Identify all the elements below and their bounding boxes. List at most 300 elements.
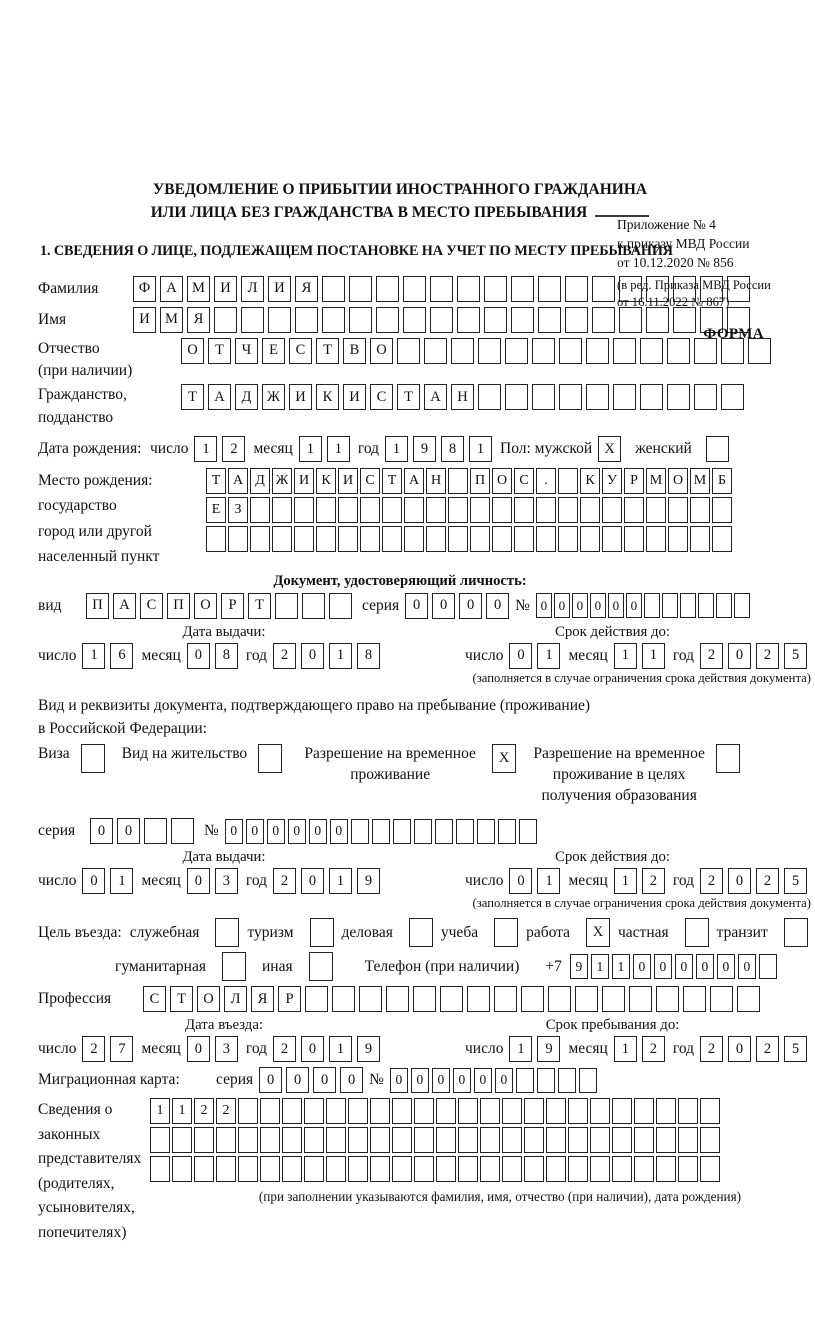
char-cell[interactable]: 0 — [187, 1036, 210, 1062]
char-cell[interactable] — [706, 436, 729, 462]
char-cell[interactable] — [250, 497, 270, 523]
char-cell[interactable] — [721, 384, 744, 410]
char-cell[interactable] — [260, 1156, 280, 1182]
char-cell[interactable] — [662, 593, 678, 618]
char-cell[interactable]: Я — [187, 307, 210, 333]
char-cell[interactable] — [698, 593, 714, 618]
char-cell[interactable]: 0 — [117, 818, 140, 844]
char-cell[interactable] — [436, 1156, 456, 1182]
char-cell[interactable] — [448, 526, 468, 552]
char-cell[interactable]: Б — [712, 468, 732, 494]
char-cell[interactable] — [558, 497, 578, 523]
char-cell[interactable]: 0 — [390, 1068, 408, 1093]
char-cell[interactable] — [348, 1098, 368, 1124]
char-cell[interactable]: 0 — [301, 643, 324, 669]
char-cell[interactable] — [376, 276, 399, 302]
char-cell[interactable]: 0 — [187, 643, 210, 669]
char-cell[interactable] — [580, 526, 600, 552]
char-cell[interactable] — [700, 1127, 720, 1153]
char-cell[interactable]: Д — [250, 468, 270, 494]
char-cell[interactable] — [228, 526, 248, 552]
char-cell[interactable]: О — [370, 338, 393, 364]
char-cell[interactable]: 2 — [222, 436, 245, 462]
char-cell[interactable]: 0 — [696, 954, 714, 979]
char-cell[interactable]: . — [536, 468, 556, 494]
char-cell[interactable]: М — [187, 276, 210, 302]
char-cell[interactable] — [634, 1156, 654, 1182]
char-cell[interactable] — [403, 276, 426, 302]
char-cell[interactable] — [435, 819, 453, 844]
char-cell[interactable] — [646, 497, 666, 523]
char-cell[interactable]: 0 — [633, 954, 651, 979]
char-cell[interactable] — [538, 307, 561, 333]
char-cell[interactable] — [309, 952, 333, 981]
char-cell[interactable]: К — [316, 468, 336, 494]
char-cell[interactable] — [532, 384, 555, 410]
char-cell[interactable] — [524, 1127, 544, 1153]
char-cell[interactable]: Е — [262, 338, 285, 364]
char-cell[interactable]: 2 — [642, 868, 665, 894]
char-cell[interactable] — [172, 1156, 192, 1182]
char-cell[interactable] — [537, 1068, 555, 1093]
char-cell[interactable]: С — [360, 468, 380, 494]
char-cell[interactable]: 2 — [642, 1036, 665, 1062]
char-cell[interactable]: 2 — [700, 868, 723, 894]
char-cell[interactable] — [612, 1098, 632, 1124]
char-cell[interactable] — [646, 526, 666, 552]
char-cell[interactable]: Т — [397, 384, 420, 410]
char-cell[interactable] — [492, 497, 512, 523]
char-cell[interactable]: Т — [208, 338, 231, 364]
char-cell[interactable]: 5 — [784, 643, 807, 669]
char-cell[interactable]: 5 — [784, 868, 807, 894]
char-cell[interactable]: X — [586, 918, 610, 947]
char-cell[interactable]: 1 — [110, 868, 133, 894]
char-cell[interactable]: Т — [181, 384, 204, 410]
char-cell[interactable]: 1 — [82, 643, 105, 669]
char-cell[interactable] — [656, 1098, 676, 1124]
char-cell[interactable]: У — [602, 468, 622, 494]
char-cell[interactable] — [238, 1127, 258, 1153]
char-cell[interactable] — [241, 307, 264, 333]
char-cell[interactable]: 0 — [509, 868, 532, 894]
char-cell[interactable] — [409, 918, 433, 947]
char-cell[interactable] — [430, 276, 453, 302]
char-cell[interactable] — [565, 307, 588, 333]
char-cell[interactable]: Ж — [262, 384, 285, 410]
char-cell[interactable] — [326, 1156, 346, 1182]
char-cell[interactable] — [612, 1127, 632, 1153]
char-cell[interactable] — [470, 497, 490, 523]
char-cell[interactable] — [329, 593, 352, 619]
char-cell[interactable] — [624, 526, 644, 552]
char-cell[interactable]: 9 — [570, 954, 588, 979]
char-cell[interactable]: 0 — [728, 868, 751, 894]
char-cell[interactable]: 0 — [90, 818, 113, 844]
char-cell[interactable] — [536, 526, 556, 552]
char-cell[interactable] — [516, 1068, 534, 1093]
char-cell[interactable] — [393, 819, 411, 844]
char-cell[interactable]: 2 — [273, 1036, 296, 1062]
char-cell[interactable] — [656, 986, 679, 1012]
char-cell[interactable] — [700, 1156, 720, 1182]
char-cell[interactable] — [524, 1156, 544, 1182]
char-cell[interactable]: 0 — [405, 593, 428, 619]
char-cell[interactable] — [295, 307, 318, 333]
char-cell[interactable]: И — [294, 468, 314, 494]
char-cell[interactable] — [215, 918, 239, 947]
char-cell[interactable] — [144, 818, 167, 844]
char-cell[interactable] — [480, 1156, 500, 1182]
char-cell[interactable] — [667, 384, 690, 410]
char-cell[interactable] — [514, 497, 534, 523]
char-cell[interactable]: 0 — [432, 1068, 450, 1093]
char-cell[interactable] — [478, 338, 501, 364]
char-cell[interactable] — [467, 986, 490, 1012]
char-cell[interactable] — [349, 307, 372, 333]
char-cell[interactable] — [558, 526, 578, 552]
char-cell[interactable]: 3 — [215, 1036, 238, 1062]
char-cell[interactable]: 2 — [194, 1098, 214, 1124]
char-cell[interactable]: 0 — [267, 819, 285, 844]
char-cell[interactable] — [238, 1098, 258, 1124]
char-cell[interactable] — [492, 526, 512, 552]
char-cell[interactable] — [171, 818, 194, 844]
char-cell[interactable] — [759, 954, 777, 979]
char-cell[interactable]: X — [492, 744, 516, 773]
char-cell[interactable] — [359, 986, 382, 1012]
char-cell[interactable]: 1 — [612, 954, 630, 979]
char-cell[interactable] — [494, 918, 518, 947]
char-cell[interactable] — [524, 1098, 544, 1124]
char-cell[interactable] — [272, 526, 292, 552]
char-cell[interactable] — [448, 468, 468, 494]
char-cell[interactable]: 1 — [194, 436, 217, 462]
char-cell[interactable] — [150, 1156, 170, 1182]
char-cell[interactable] — [546, 1127, 566, 1153]
char-cell[interactable]: 1 — [329, 1036, 352, 1062]
char-cell[interactable]: Т — [382, 468, 402, 494]
char-cell[interactable] — [216, 1127, 236, 1153]
char-cell[interactable] — [376, 307, 399, 333]
char-cell[interactable]: 1 — [172, 1098, 192, 1124]
char-cell[interactable]: К — [316, 384, 339, 410]
char-cell[interactable] — [214, 307, 237, 333]
char-cell[interactable]: 0 — [411, 1068, 429, 1093]
char-cell[interactable]: Р — [221, 593, 244, 619]
char-cell[interactable] — [172, 1127, 192, 1153]
char-cell[interactable]: 0 — [286, 1067, 309, 1093]
char-cell[interactable]: 1 — [329, 643, 352, 669]
char-cell[interactable]: 0 — [486, 593, 509, 619]
char-cell[interactable]: Т — [170, 986, 193, 1012]
char-cell[interactable]: П — [86, 593, 109, 619]
char-cell[interactable] — [370, 1156, 390, 1182]
char-cell[interactable]: 0 — [554, 593, 570, 618]
char-cell[interactable] — [392, 1156, 412, 1182]
char-cell[interactable] — [640, 338, 663, 364]
char-cell[interactable] — [348, 1156, 368, 1182]
char-cell[interactable] — [360, 526, 380, 552]
char-cell[interactable] — [258, 744, 282, 773]
char-cell[interactable] — [332, 986, 355, 1012]
char-cell[interactable]: 0 — [301, 1036, 324, 1062]
char-cell[interactable] — [590, 1127, 610, 1153]
char-cell[interactable]: 2 — [700, 1036, 723, 1062]
char-cell[interactable] — [326, 1098, 346, 1124]
char-cell[interactable]: 2 — [82, 1036, 105, 1062]
char-cell[interactable]: 0 — [509, 643, 532, 669]
char-cell[interactable]: С — [514, 468, 534, 494]
char-cell[interactable]: С — [289, 338, 312, 364]
char-cell[interactable] — [275, 593, 298, 619]
char-cell[interactable] — [457, 276, 480, 302]
char-cell[interactable]: И — [133, 307, 156, 333]
char-cell[interactable]: Ж — [272, 468, 292, 494]
char-cell[interactable]: Т — [248, 593, 271, 619]
char-cell[interactable] — [683, 986, 706, 1012]
char-cell[interactable] — [222, 952, 246, 981]
char-cell[interactable] — [458, 1156, 478, 1182]
char-cell[interactable] — [498, 819, 516, 844]
char-cell[interactable]: А — [424, 384, 447, 410]
char-cell[interactable]: 0 — [330, 819, 348, 844]
char-cell[interactable] — [426, 526, 446, 552]
char-cell[interactable]: 0 — [453, 1068, 471, 1093]
char-cell[interactable] — [305, 986, 328, 1012]
char-cell[interactable] — [559, 384, 582, 410]
char-cell[interactable] — [322, 276, 345, 302]
char-cell[interactable]: 0 — [654, 954, 672, 979]
char-cell[interactable] — [338, 526, 358, 552]
char-cell[interactable] — [316, 497, 336, 523]
char-cell[interactable] — [260, 1098, 280, 1124]
char-cell[interactable] — [678, 1127, 698, 1153]
char-cell[interactable]: 1 — [469, 436, 492, 462]
char-cell[interactable]: 0 — [590, 593, 606, 618]
char-cell[interactable] — [558, 1068, 576, 1093]
char-cell[interactable]: 2 — [700, 643, 723, 669]
char-cell[interactable]: Т — [206, 468, 226, 494]
char-cell[interactable] — [349, 276, 372, 302]
char-cell[interactable]: Н — [451, 384, 474, 410]
char-cell[interactable] — [238, 1156, 258, 1182]
char-cell[interactable]: 0 — [340, 1067, 363, 1093]
char-cell[interactable] — [640, 384, 663, 410]
char-cell[interactable] — [414, 1127, 434, 1153]
char-cell[interactable]: М — [160, 307, 183, 333]
char-cell[interactable]: И — [343, 384, 366, 410]
char-cell[interactable] — [304, 1156, 324, 1182]
char-cell[interactable]: 2 — [273, 868, 296, 894]
char-cell[interactable] — [436, 1127, 456, 1153]
char-cell[interactable] — [316, 526, 336, 552]
char-cell[interactable]: 1 — [299, 436, 322, 462]
char-cell[interactable]: 3 — [215, 868, 238, 894]
char-cell[interactable]: 8 — [441, 436, 464, 462]
char-cell[interactable]: 0 — [717, 954, 735, 979]
char-cell[interactable]: 0 — [728, 643, 751, 669]
char-cell[interactable] — [386, 986, 409, 1012]
char-cell[interactable] — [624, 497, 644, 523]
char-cell[interactable] — [477, 819, 495, 844]
char-cell[interactable]: 2 — [216, 1098, 236, 1124]
char-cell[interactable]: 1 — [591, 954, 609, 979]
char-cell[interactable]: С — [370, 384, 393, 410]
char-cell[interactable]: А — [228, 468, 248, 494]
char-cell[interactable] — [712, 497, 732, 523]
char-cell[interactable] — [392, 1127, 412, 1153]
char-cell[interactable] — [436, 1098, 456, 1124]
char-cell[interactable] — [480, 1127, 500, 1153]
char-cell[interactable] — [502, 1156, 522, 1182]
char-cell[interactable] — [478, 384, 501, 410]
char-cell[interactable]: 1 — [327, 436, 350, 462]
char-cell[interactable] — [502, 1098, 522, 1124]
char-cell[interactable]: 0 — [474, 1068, 492, 1093]
char-cell[interactable] — [565, 276, 588, 302]
char-cell[interactable] — [470, 526, 490, 552]
char-cell[interactable] — [546, 1098, 566, 1124]
char-cell[interactable] — [586, 338, 609, 364]
char-cell[interactable] — [294, 497, 314, 523]
char-cell[interactable]: Т — [316, 338, 339, 364]
char-cell[interactable] — [404, 497, 424, 523]
char-cell[interactable]: 0 — [288, 819, 306, 844]
char-cell[interactable]: 0 — [728, 1036, 751, 1062]
char-cell[interactable]: 0 — [536, 593, 552, 618]
char-cell[interactable] — [519, 819, 537, 844]
char-cell[interactable]: 0 — [187, 868, 210, 894]
char-cell[interactable] — [294, 526, 314, 552]
char-cell[interactable]: 0 — [246, 819, 264, 844]
char-cell[interactable]: 1 — [329, 868, 352, 894]
char-cell[interactable] — [568, 1098, 588, 1124]
char-cell[interactable] — [326, 1127, 346, 1153]
char-cell[interactable]: 1 — [614, 1036, 637, 1062]
char-cell[interactable]: В — [343, 338, 366, 364]
char-cell[interactable] — [414, 1156, 434, 1182]
char-cell[interactable]: З — [228, 497, 248, 523]
char-cell[interactable] — [382, 526, 402, 552]
char-cell[interactable] — [268, 307, 291, 333]
char-cell[interactable]: О — [492, 468, 512, 494]
char-cell[interactable] — [612, 1156, 632, 1182]
char-cell[interactable]: 0 — [738, 954, 756, 979]
char-cell[interactable] — [502, 1127, 522, 1153]
char-cell[interactable] — [81, 744, 105, 773]
char-cell[interactable]: 0 — [626, 593, 642, 618]
char-cell[interactable]: М — [646, 468, 666, 494]
char-cell[interactable] — [536, 497, 556, 523]
char-cell[interactable] — [272, 497, 292, 523]
char-cell[interactable] — [348, 1127, 368, 1153]
char-cell[interactable] — [448, 497, 468, 523]
char-cell[interactable] — [634, 1098, 654, 1124]
char-cell[interactable] — [678, 1098, 698, 1124]
char-cell[interactable]: 0 — [459, 593, 482, 619]
char-cell[interactable] — [592, 307, 615, 333]
char-cell[interactable] — [360, 497, 380, 523]
char-cell[interactable] — [370, 1127, 390, 1153]
char-cell[interactable] — [716, 593, 732, 618]
char-cell[interactable]: 1 — [150, 1098, 170, 1124]
char-cell[interactable] — [590, 1098, 610, 1124]
char-cell[interactable]: Д — [235, 384, 258, 410]
char-cell[interactable] — [494, 986, 517, 1012]
char-cell[interactable] — [734, 593, 750, 618]
char-cell[interactable]: О — [194, 593, 217, 619]
char-cell[interactable]: А — [160, 276, 183, 302]
char-cell[interactable] — [451, 338, 474, 364]
char-cell[interactable] — [558, 468, 578, 494]
char-cell[interactable] — [310, 918, 334, 947]
char-cell[interactable]: П — [167, 593, 190, 619]
char-cell[interactable] — [784, 918, 808, 947]
char-cell[interactable] — [304, 1127, 324, 1153]
char-cell[interactable]: 0 — [313, 1067, 336, 1093]
char-cell[interactable] — [426, 497, 446, 523]
char-cell[interactable] — [250, 526, 270, 552]
char-cell[interactable]: 0 — [432, 593, 455, 619]
char-cell[interactable] — [568, 1127, 588, 1153]
char-cell[interactable] — [150, 1127, 170, 1153]
char-cell[interactable]: Е — [206, 497, 226, 523]
char-cell[interactable]: 1 — [642, 643, 665, 669]
char-cell[interactable]: О — [197, 986, 220, 1012]
char-cell[interactable] — [629, 986, 652, 1012]
char-cell[interactable]: Я — [295, 276, 318, 302]
char-cell[interactable] — [546, 1156, 566, 1182]
char-cell[interactable] — [457, 307, 480, 333]
char-cell[interactable]: Ф — [133, 276, 156, 302]
char-cell[interactable]: 7 — [110, 1036, 133, 1062]
char-cell[interactable]: 2 — [756, 643, 779, 669]
char-cell[interactable] — [590, 1156, 610, 1182]
char-cell[interactable] — [694, 384, 717, 410]
char-cell[interactable]: С — [140, 593, 163, 619]
char-cell[interactable] — [685, 918, 709, 947]
char-cell[interactable] — [424, 338, 447, 364]
char-cell[interactable] — [613, 384, 636, 410]
char-cell[interactable] — [700, 1098, 720, 1124]
char-cell[interactable]: И — [268, 276, 291, 302]
char-cell[interactable] — [260, 1127, 280, 1153]
char-cell[interactable]: И — [338, 468, 358, 494]
char-cell[interactable] — [440, 986, 463, 1012]
char-cell[interactable] — [514, 526, 534, 552]
char-cell[interactable]: 0 — [495, 1068, 513, 1093]
char-cell[interactable] — [194, 1127, 214, 1153]
char-cell[interactable]: 1 — [537, 643, 560, 669]
char-cell[interactable] — [206, 526, 226, 552]
char-cell[interactable]: 2 — [273, 643, 296, 669]
char-cell[interactable] — [505, 338, 528, 364]
char-cell[interactable] — [656, 1127, 676, 1153]
char-cell[interactable]: Ч — [235, 338, 258, 364]
char-cell[interactable] — [304, 1098, 324, 1124]
char-cell[interactable]: С — [143, 986, 166, 1012]
char-cell[interactable] — [710, 986, 733, 1012]
char-cell[interactable] — [382, 497, 402, 523]
char-cell[interactable]: И — [289, 384, 312, 410]
char-cell[interactable]: 2 — [756, 1036, 779, 1062]
char-cell[interactable] — [511, 307, 534, 333]
char-cell[interactable]: 1 — [537, 868, 560, 894]
char-cell[interactable] — [282, 1127, 302, 1153]
char-cell[interactable] — [538, 276, 561, 302]
char-cell[interactable] — [613, 338, 636, 364]
